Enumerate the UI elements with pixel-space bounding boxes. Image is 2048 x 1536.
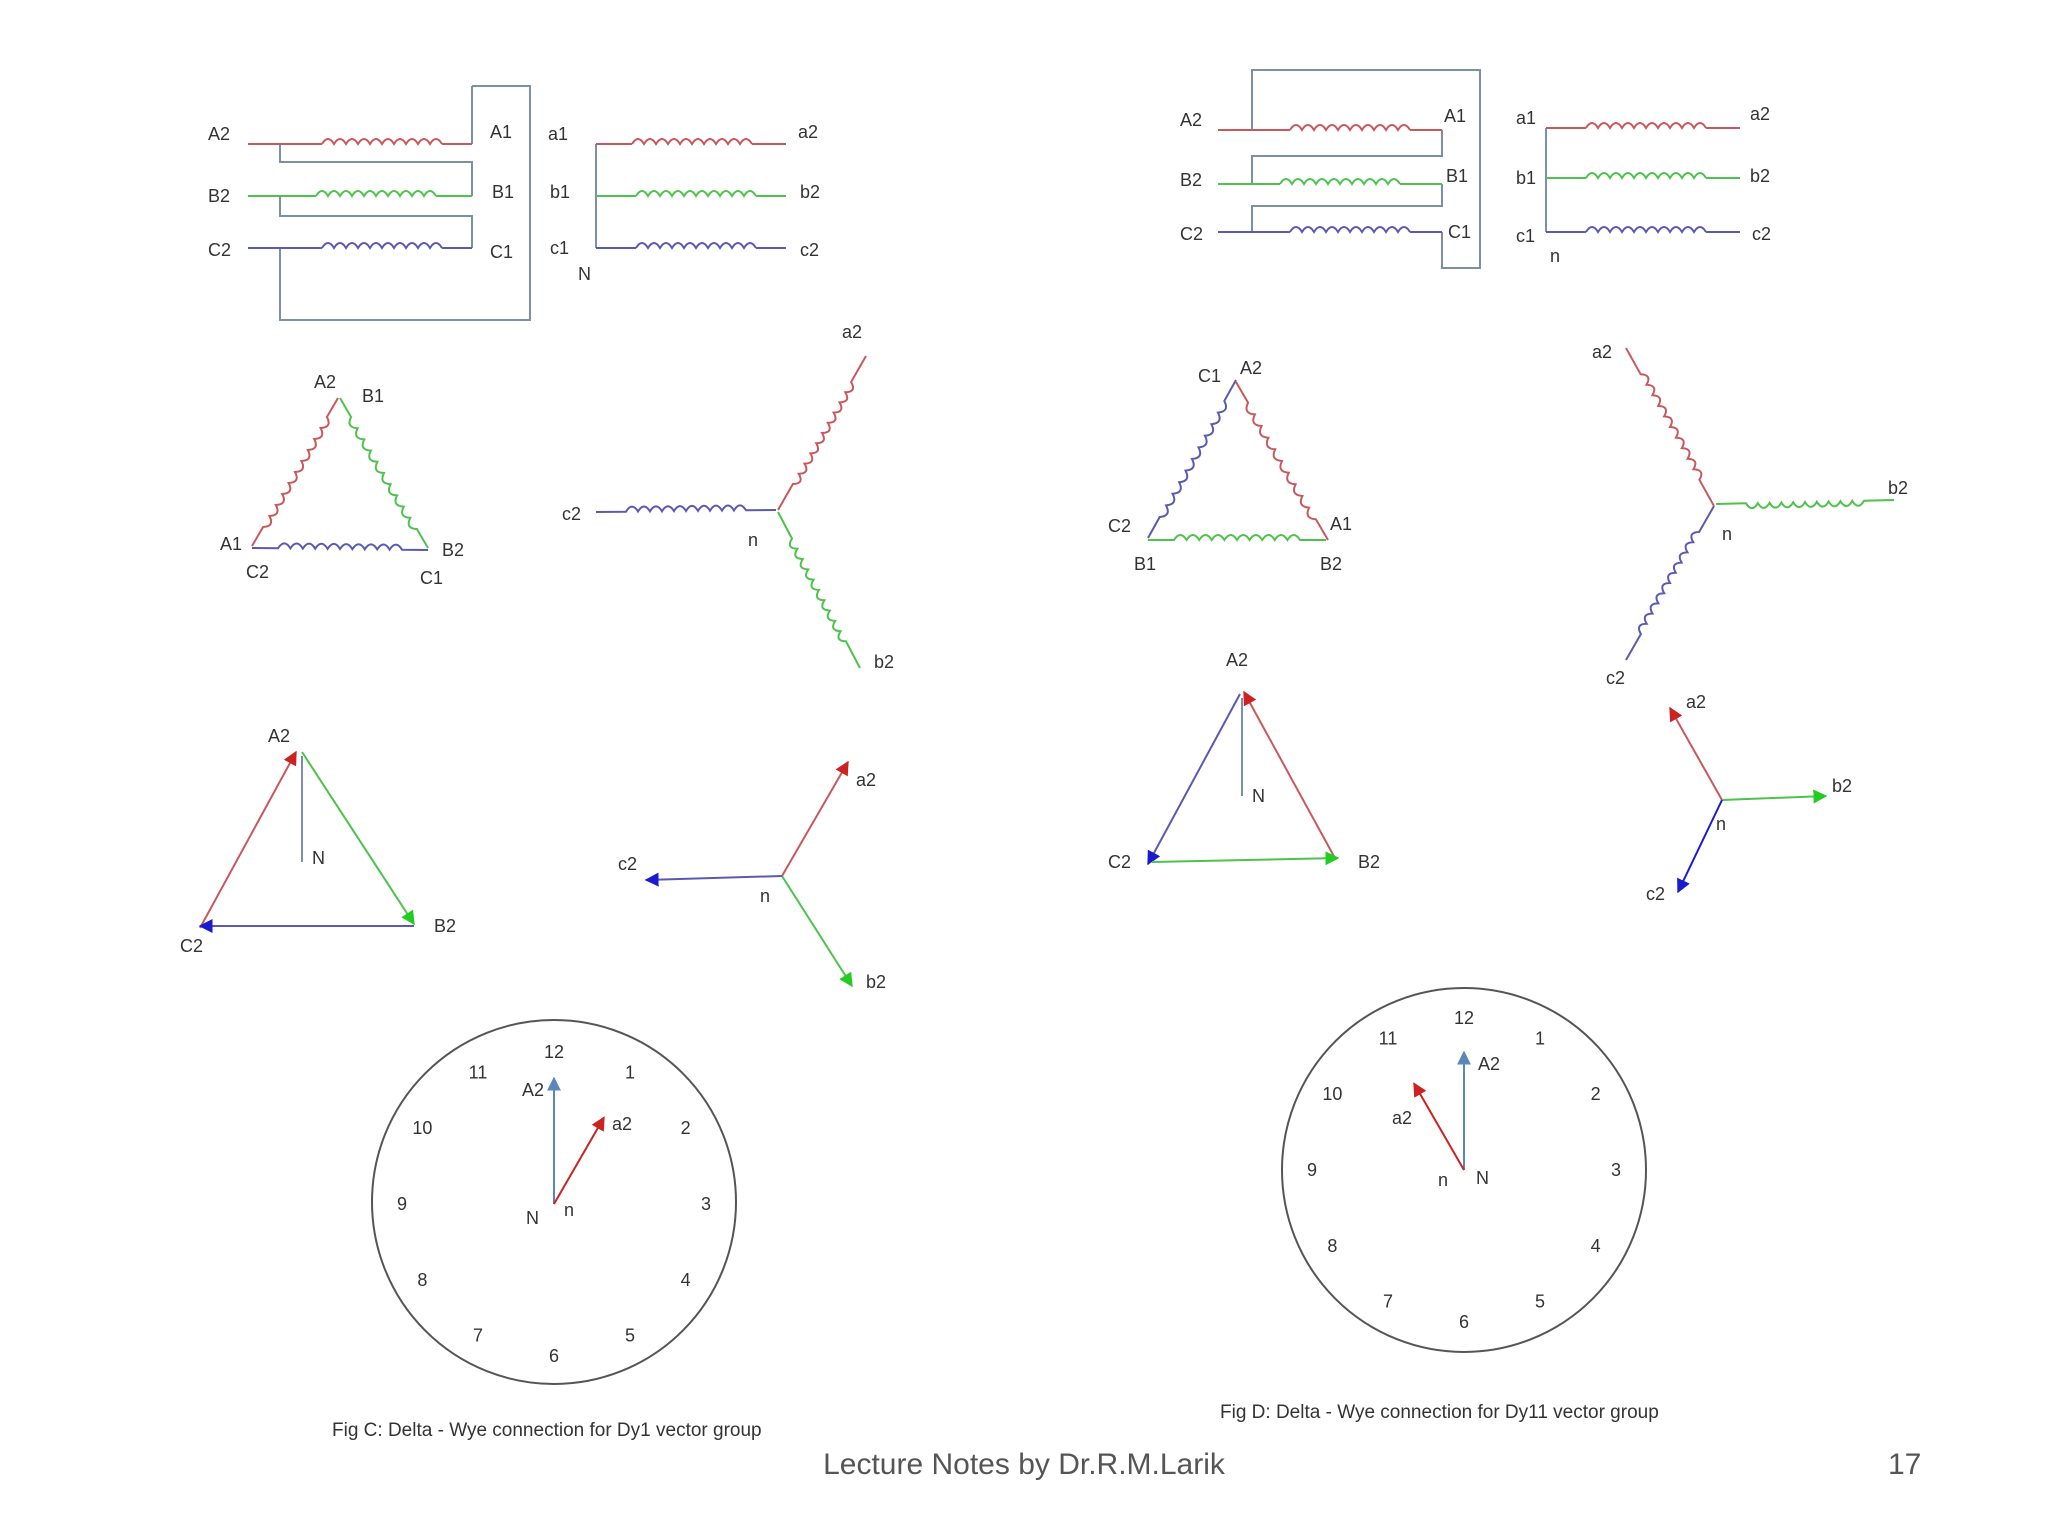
clock-c-number-2: 2 (680, 1118, 691, 1138)
clock-c-number-5: 5 (624, 1325, 636, 1346)
fig-d-label-n: n (1550, 246, 1561, 266)
fig-d-wye-phasor (1646, 692, 1852, 904)
clock-d-number-6: 6 (1458, 1312, 1470, 1332)
fig-c-delta-C1: C1 (420, 568, 444, 588)
fig-d-delta-C2: C2 (1108, 516, 1132, 536)
fig-c-phasor-B2: B2 (434, 916, 457, 936)
fig-c-clock (372, 1020, 736, 1384)
fig-c-wye-phasor (618, 762, 886, 992)
fig-d-winding-diagram (1180, 70, 1771, 268)
clock-d-number-11: 11 (1378, 1028, 1398, 1049)
fig-c-phasor-N: N (312, 848, 325, 868)
fig-d-delta-A1: A1 (1330, 514, 1353, 534)
footer-text: Lecture Notes by Dr.R.M.Larik (823, 1448, 1225, 1481)
fig-d-wye-a2: a2 (1592, 342, 1613, 362)
fig-d-clock-lv-arrow (1414, 1083, 1464, 1170)
fig-c-label-B1: B1 (492, 182, 515, 202)
fig-d-clock-a2: a2 (1392, 1108, 1413, 1128)
fig-c-phasor-b2: b2 (866, 972, 887, 992)
fig-d-phasor-b2: b2 (1832, 776, 1853, 796)
fig-c-clock-lv-arrow (554, 1117, 604, 1204)
clock-d-number-10: 10 (1322, 1084, 1343, 1104)
clock-c-number-8: 8 (417, 1270, 428, 1290)
fig-d-wye-n: n (1722, 524, 1733, 544)
fig-c-phasor-a2: a2 (856, 770, 877, 790)
fig-c-wye-leg-c (596, 505, 776, 512)
fig-d-delta-side-c (1148, 380, 1236, 538)
fig-d-label-c2: c2 (1752, 224, 1772, 244)
fig-c-label-C1: C1 (490, 242, 514, 262)
fig-d-delta-side-a (1236, 382, 1328, 540)
fig-d-hv-coil-c (1290, 227, 1410, 232)
fig-d-phasor-n: n (1716, 814, 1727, 834)
clock-d-number-3: 3 (1610, 1160, 1622, 1180)
fig-c-delta-B2: B2 (442, 540, 465, 560)
fig-c-phasor-A2-arrow (200, 752, 296, 928)
fig-c-hv-coil-c (322, 243, 442, 248)
fig-c-delta-frame (280, 86, 596, 320)
fig-c-lv-coil-c (636, 243, 756, 248)
clock-c-number-3: 3 (700, 1194, 712, 1214)
fig-c-label-C2: C2 (208, 240, 232, 260)
clock-c-number-12: 12 (543, 1042, 565, 1062)
fig-d-label-b1: b1 (1516, 168, 1537, 188)
fig-c-hv-coil-b (316, 191, 436, 196)
fig-c-label-N: N (578, 264, 591, 284)
fig-d-wye-leg-c (1626, 506, 1714, 660)
fig-d-lv-coil-b (1586, 173, 1706, 178)
fig-d-label-a1: a1 (1516, 108, 1537, 128)
fig-c-delta-B1: B1 (362, 386, 385, 406)
clock-c-number-7: 7 (472, 1325, 484, 1346)
fig-c (180, 86, 894, 1441)
fig-c-clock-n: n (564, 1200, 575, 1220)
fig-d-clock-N: N (1476, 1168, 1489, 1188)
fig-c-label-c2: c2 (800, 240, 820, 260)
fig-d-delta-phasor (1108, 650, 1380, 872)
fig-c-delta-side-a (252, 398, 338, 546)
clock-d-number-8: 8 (1327, 1236, 1338, 1256)
fig-d-label-B1: B1 (1446, 166, 1469, 186)
clock-d-number-4: 4 (1590, 1236, 1601, 1256)
fig-d-wye-coils (1592, 342, 1908, 688)
fig-d (1108, 70, 1908, 1423)
fig-c-clock-A2: A2 (522, 1080, 545, 1100)
fig-c-phasor-C2: C2 (180, 936, 204, 956)
fig-d-phasor-C2-arrow (1148, 694, 1240, 864)
fig-d-clock (1282, 988, 1646, 1352)
fig-d-hv-coil-a (1290, 125, 1410, 130)
fig-c-wye-n: n (748, 530, 759, 550)
clock-d-number-1: 1 (1534, 1028, 1546, 1049)
clock-c-number-1: 1 (624, 1062, 636, 1083)
fig-d-delta-coils (1108, 358, 1352, 574)
clock-d-number-7: 7 (1382, 1291, 1394, 1312)
fig-d-label-A2: A2 (1180, 110, 1203, 130)
clock-c-number-10: 10 (412, 1118, 433, 1138)
fig-c-clock-N: N (526, 1208, 539, 1228)
fig-d-phasor-A2-arrow (1244, 692, 1336, 860)
fig-c-label-a1: a1 (548, 124, 569, 144)
fig-c-wye-leg-b (778, 512, 860, 668)
fig-d-label-b2: b2 (1750, 166, 1771, 186)
fig-d-phasor-a2: a2 (1686, 692, 1707, 712)
fig-c-phasor-c2: c2 (618, 854, 638, 874)
fig-d-phasor-b2-arrow (1722, 796, 1826, 800)
fig-d-wye-leg-a (1626, 348, 1714, 506)
fig-c-label-b2: b2 (800, 182, 821, 202)
fig-d-label-c1: c1 (1516, 226, 1536, 246)
fig-c-label-c1: c1 (550, 238, 570, 258)
fig-d-label-A1: A1 (1444, 106, 1467, 126)
fig-d-delta-A2: A2 (1240, 358, 1263, 378)
fig-d-phasor-B2-arrow (1152, 858, 1338, 862)
fig-c-delta-side-c (252, 543, 428, 550)
fig-c-label-A1: A1 (490, 122, 513, 142)
fig-c-wye-a2: a2 (842, 322, 863, 342)
fig-c-wye-leg-a (778, 356, 866, 510)
fig-c-winding-diagram (208, 86, 820, 320)
fig-c-phasor-n: n (760, 886, 771, 906)
clock-c-number-4: 4 (680, 1270, 691, 1290)
fig-c-label-A2: A2 (208, 124, 231, 144)
fig-c-lv-coil-b (636, 191, 756, 196)
fig-c-wye-coils (562, 322, 894, 672)
page-number: 17 (1888, 1448, 1922, 1481)
fig-c-label-a2: a2 (798, 122, 819, 142)
fig-c-label-B2: B2 (208, 186, 231, 206)
fig-c-phasor-B2-arrow (302, 752, 414, 924)
fig-d-wye-c2: c2 (1606, 668, 1626, 688)
clock-c-number-11: 11 (468, 1062, 488, 1083)
fig-d-delta-C1: C1 (1198, 366, 1222, 386)
fig-d-delta-B1: B1 (1134, 554, 1157, 574)
clock-d-number-12: 12 (1453, 1008, 1475, 1028)
fig-c-delta-coils (220, 372, 464, 588)
fig-d-delta-side-b (1148, 535, 1326, 540)
fig-d-delta-B2: B2 (1320, 554, 1343, 574)
fig-c-delta-side-b (340, 398, 428, 548)
fig-d-caption: Fig D: Delta - Wye connection for Dy11 vector group (1220, 1402, 1659, 1423)
fig-d-lv-coil-c (1586, 227, 1706, 232)
fig-d-phasor-N: N (1252, 786, 1265, 806)
fig-d-phasor-c2: c2 (1646, 884, 1666, 904)
fig-c-wye-c2: c2 (562, 504, 582, 524)
fig-c-phasor-c2-arrow (646, 876, 782, 880)
fig-d-phasor-a2-arrow (1670, 708, 1722, 800)
clock-d-number-9: 9 (1306, 1160, 1318, 1180)
clock-d-number-5: 5 (1534, 1291, 1546, 1312)
fig-d-wye-leg-b (1716, 500, 1894, 508)
fig-c-phasor-b2-arrow (782, 876, 852, 986)
fig-c-label-b1: b1 (550, 182, 571, 202)
fig-c-phasor-a2-arrow (782, 762, 848, 876)
fig-c-clock-a2: a2 (612, 1114, 633, 1134)
fig-c-lv-coil-a (632, 139, 752, 144)
fig-d-phasor-C2: C2 (1108, 852, 1132, 872)
fig-c-hv-coil-a (322, 139, 442, 144)
clock-c-number-9: 9 (396, 1194, 408, 1214)
fig-d-label-C2: C2 (1180, 224, 1204, 244)
fig-c-delta-A2: A2 (314, 372, 337, 392)
fig-d-clock-n: n (1438, 1170, 1449, 1190)
clock-c-number-6: 6 (548, 1346, 560, 1366)
fig-c-caption: Fig C: Delta - Wye connection for Dy1 vector group (332, 1420, 762, 1441)
fig-c-wye-b2: b2 (874, 652, 895, 672)
clock-d-number-2: 2 (1590, 1084, 1601, 1104)
fig-d-wye-b2: b2 (1888, 478, 1909, 498)
fig-d-label-B2: B2 (1180, 170, 1203, 190)
fig-c-delta-A1: A1 (220, 534, 243, 554)
fig-d-lv-coil-a (1586, 123, 1706, 128)
fig-d-phasor-B2: B2 (1358, 852, 1381, 872)
fig-c-phasor-A2: A2 (268, 726, 291, 746)
fig-d-hv-coil-b (1280, 179, 1400, 184)
fig-d-label-a2: a2 (1750, 104, 1771, 124)
fig-c-delta-C2: C2 (246, 562, 270, 582)
fig-d-label-C1: C1 (1448, 222, 1472, 242)
fig-d-clock-A2: A2 (1478, 1054, 1501, 1074)
fig-c-delta-phasor (180, 726, 456, 956)
fig-d-phasor-A2: A2 (1226, 650, 1249, 670)
